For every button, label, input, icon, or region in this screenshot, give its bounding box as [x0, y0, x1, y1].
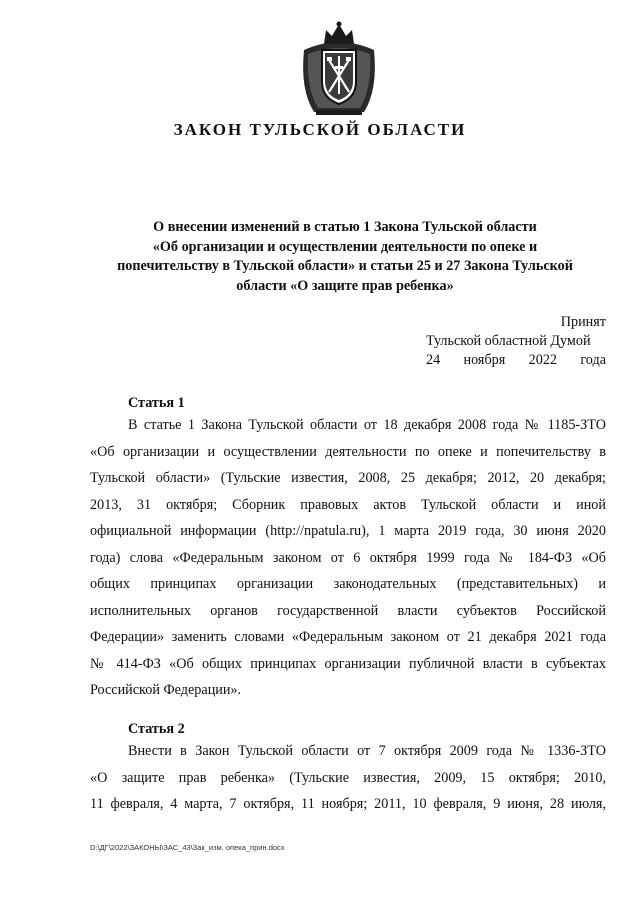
article-2-text	[90, 738, 606, 818]
adoption-year: 2022	[528, 352, 557, 368]
text-line: «О защите прав ребенка» (Тульские известия, 2009, 15 октября; 2010,	[90, 769, 606, 786]
article-1-heading: Статья 1	[128, 395, 185, 411]
subject-line: попечительству в Тульской области» и статьи 25 и 27 Закона Тульской	[117, 258, 573, 274]
tula-coat-of-arms-icon	[296, 20, 382, 118]
text-line: «Об организации и осуществлении деятельности по опеке и попечительству в	[90, 443, 606, 460]
subject-line: области «О защите прав ребенка»	[236, 277, 454, 294]
subject-line: О внесении изменений в статью 1 Закона Тульской области	[153, 219, 537, 235]
text-line: Федерации» заменить словами «Федеральным законом от 21 декабря 2021 года	[90, 629, 606, 645]
text-line: Тульской области» (Тульские известия, 2008, 25 декабря; 2012, 20 декабря;	[90, 470, 606, 486]
adoption-date	[426, 351, 606, 370]
law-title: ЗАКОН ТУЛЬСКОЙ ОБЛАСТИ	[173, 120, 467, 139]
file-path-footer: D:\ДГ\2022\ЗАКОНЫ\ЗАС_43\Зак_изм. опека_прин.docx	[90, 843, 285, 852]
adopted-by: Тульской областной Думой	[426, 333, 591, 349]
adoption-month: ноября	[463, 352, 506, 368]
adoption-block	[426, 313, 606, 370]
text-line: 11 февраля, 4 марта, 7 октября, 11 ноября; 2011, 10 февраля, 9 июня, 28 июля,	[90, 796, 606, 812]
text-line: общих принципах организации законодательных (представительных) и	[90, 576, 606, 592]
text-line: исполнительных органов государственной власти субъектов Российской	[90, 602, 606, 619]
law-subject	[80, 218, 610, 296]
text-line: Российской Федерации».	[90, 682, 242, 698]
subject-line: «Об организации и осуществлении деятельности по опеке и	[152, 238, 538, 255]
article-2-heading: Статья 2	[128, 721, 185, 737]
adoption-year-word: года	[580, 352, 606, 368]
adopted-label: Принят	[560, 314, 606, 330]
text-line: № 414-ФЗ «Об общих принципах организации публичной власти в субъектах	[90, 655, 606, 672]
text-line: года) слова «Федеральным законом от 6 октября 1999 года № 184-ФЗ «Об	[90, 549, 606, 566]
text-line: Внести в Закон Тульской области от 7 октября 2009 года № 1336-ЗТО	[128, 743, 606, 759]
article-1-text	[90, 412, 606, 704]
adoption-day: 24	[426, 352, 441, 368]
text-line: В статье 1 Закона Тульской области от 18 декабря 2008 года № 1185-ЗТО	[128, 417, 606, 433]
text-line: 2013, 31 октября; Сборник правовых актов Тульской области и иной	[90, 496, 606, 513]
text-line: официальной информации (http://npatula.ru), 1 марта 2019 года, 30 июня 2020	[90, 523, 606, 539]
